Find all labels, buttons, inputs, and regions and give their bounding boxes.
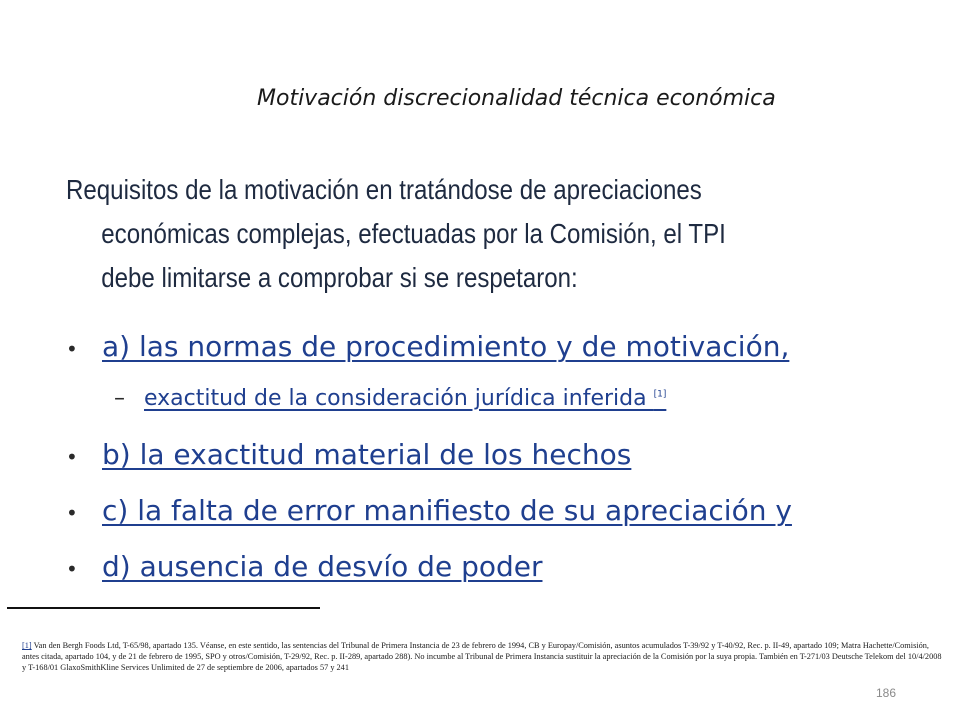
sub-bullet-marker: – <box>114 386 125 411</box>
bullet-item-b <box>66 438 946 494</box>
bullet-list <box>66 330 946 606</box>
footnote-text: Van den Bergh Foods Ltd, T-65/98, apartado 135. Véanse, en este sentido, las sentencias del Tribunal de Primera Instancia de 23 de febrero de 1994, CB y Europay/Comisión, asuntos acumulados T-39/92 y T-40/92, Rec. p. II-49, apartado 109; Matra Hachette/Comisión, antes citada, apartado 104, y de 21 de febrero de 1995, SPO y otros/Comisión, T-29/92, Rec. p. II-289, apartado 288). No incumbe al Tribunal de Primera Instancia sustituir la apreciación de la Comisión por la suya propia. También en T-271/03 Deutsche Telekom del 10/4/2008 y T-168/01 GlaxoSmithKline Services Unlimited de 27 de septiembre de 2006, apartados 57 y 241 <box>22 641 942 672</box>
bullet-link-c[interactable]: c) la falta de error manifiesto de su apreciación y <box>102 494 792 527</box>
sub-bullet-link[interactable] <box>144 386 666 411</box>
bullet-marker: • <box>66 337 78 361</box>
sub-bullet-item <box>66 386 946 438</box>
bullet-link-a[interactable]: a) las normas de procedimiento y de motivación, <box>102 330 790 363</box>
footnote-ref-link[interactable]: [1] <box>22 641 32 650</box>
bullet-item-d <box>66 550 946 606</box>
intro-line-1: Requisitos de la motivación en tratándose de apreciaciones <box>66 174 702 205</box>
bullet-link-d[interactable]: d) ausencia de desvío de poder <box>102 550 543 583</box>
intro-line-2: económicas complejas, efectuadas por la Comisión, el TPI debe limitarse a comprobar si se respetaron: <box>101 218 726 293</box>
footnote-separator <box>7 607 320 609</box>
bullet-marker: • <box>66 445 78 469</box>
bullet-link-b[interactable]: b) la exactitud material de los hechos <box>102 438 632 471</box>
bullet-item-a <box>66 330 946 386</box>
sub-bullet-text: exactitud de la consideración jurídica inferida <box>144 386 654 411</box>
footnote <box>22 640 942 673</box>
intro-paragraph <box>66 168 780 300</box>
footnote-ref-marker[interactable]: [1] <box>653 389 667 400</box>
page-number: 186 <box>876 686 897 700</box>
slide-title: Motivación discrecionalidad técnica económica <box>257 86 776 111</box>
bullet-marker: • <box>66 557 78 581</box>
bullet-item-c <box>66 494 946 550</box>
bullet-marker: • <box>66 501 78 525</box>
